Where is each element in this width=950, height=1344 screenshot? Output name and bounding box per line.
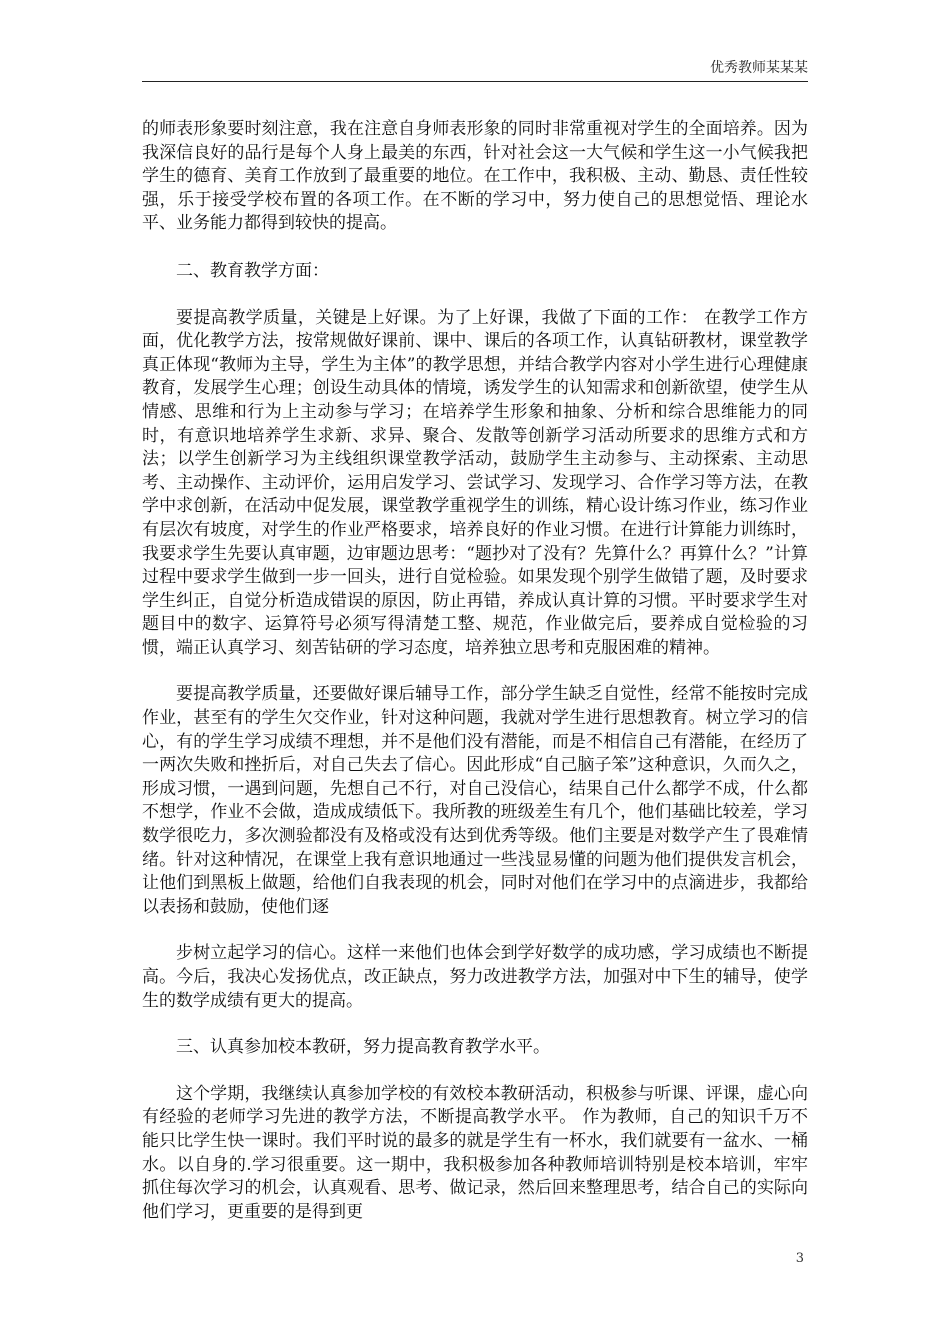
section-heading-school-research: 三、认真参加校本教研，努力提高教育教学水平。 bbox=[176, 1037, 550, 1058]
paragraph-after-class-tutoring: 要提高教学质量，还要做好课后辅导工作，部分学生缺乏自觉性，经常不能按时完成作业，甚至有的学生欠交作业，针对这种问题，我就对学生进行思想教育。树立学习的信心，有的学生学习成绩不理想，并不是他们没有潜能，而是不相信自己有潜能，在经历了一两次失败和挫折后，对自己失去了信心。因此形成“自己脑子笨”这种意识，久而久之，形成习惯，一遇到问题，先想自己不行，对自己没信心，结果自己什么都学不成，什么都不想学，作业不会做，造成成绩低下。我所教的班级差生有几个，他们基础比较差，学习数学很吃力，多次测验都没有及格或没有达到优秀等级。他们主要是对数学产生了畏难情绪。针对这种情况，在课堂上我有意识地通过一些浅显易懂的问题为他们提供发言机会，让他们到黑板上做题，给他们自我表现的机会，同时对他们在学习中的点滴进步，我都给以表扬和鼓励，使他们逐 bbox=[142, 684, 808, 917]
paragraph-confidence: 步树立起学习的信心。这样一来他们也体会到学好数学的成功感，学习成绩也不断提高。今后，我决心发扬优点，改正缺点，努力改进教学方法，加强对中下生的辅导，使学生的数学成绩有更大的提高。 bbox=[142, 943, 808, 1011]
page-number: 3 bbox=[795, 1251, 804, 1266]
paragraph-teaching-quality: 要提高教学质量，关键是上好课。为了上好课，我做了下面的工作： 在教学工作方面，优化教学方法，按常规做好课前、课中、课后的各项工作，认真钻研教材，课堂教学真正体现“教师为主导，学生为主体”的教学思想，并结合教学内容对小学生进行心理健康教育，发展学生心理；创设生动具体的情境，诱发学生的认知需求和创新欲望，使学生从情感、思维和行为上主动参与学习；在培养学生形象和抽象、分析和综合思维能力的同时，有意识地培养学生求新、求异、聚合、发散等创新学习活动所要求的思维方式和方法；以学生创新学习为主线组织课堂教学活动，鼓励学生主动参与、主动探索、主动思考、主动操作、主动评价，运用启发学习、尝试学习、发现学习、合作学习等方法，在教学中求创新，在活动中促发展，课堂教学重视学生的训练，精心设计练习作业，练习作业有层次有坡度，对学生的作业严格要求，培养良好的作业习惯。在进行计算能力训练时，我要求学生先要认真审题，边审题边思考：“题抄对了没有？先算什么？再算什么？”计算过程中要求学生做到一步一回头，进行自觉检验。如果发现个别学生做错了题，及时要求学生纠正，自觉分析造成错误的原因，防止再错，养成认真计算的习惯。平时要求学生对题目中的数字、运算符号必须写得清楚工整、规范，作业做完后，要养成自觉检验的习惯，端正认真学习、刻苦钻研的学习态度，培养独立思考和克服困难的精神。 bbox=[142, 307, 808, 658]
paragraph-school-research: 这个学期，我继续认真参加学校的有效校本教研活动，积极参与听课、评课，虚心向有经验的老师学习先进的教学方法，不断提高教学水平。 作为教师，自己的知识千万不能只比学生快一课时。我们平时说的最多的就是学生有一杯水，我们就要有一盆水、一桶水。以自身的.学习很重要。这一期中，我积极参加各种教师培训特别是校本培训，牢牢抓住每次学习的机会，认真观看、思考、做记录，然后回来整理思考，结合自己的实际向他们学习，更重要的是得到更 bbox=[142, 1083, 808, 1222]
page-header-title: 优秀教师某某某 bbox=[710, 60, 808, 76]
section-heading-teaching: 二、教育教学方面： bbox=[176, 260, 329, 281]
document-body bbox=[142, 118, 808, 1224]
header-divider bbox=[142, 81, 808, 82]
paragraph-continued: 的师表形象要时刻注意，我在注意自身师表形象的同时非常重视对学生的全面培养。因为我深信良好的品行是每个人身上最美的东西，针对社会这一大气候和学生这一小气候我把学生的德育、美育工作放到了最重要的地位。在工作中，我积极、主动、勤恳、责任性较强，乐于接受学校布置的各项工作。在不断的学习中，努力使自己的思想觉悟、理论水平、业务能力都得到较快的提高。 bbox=[142, 119, 808, 234]
